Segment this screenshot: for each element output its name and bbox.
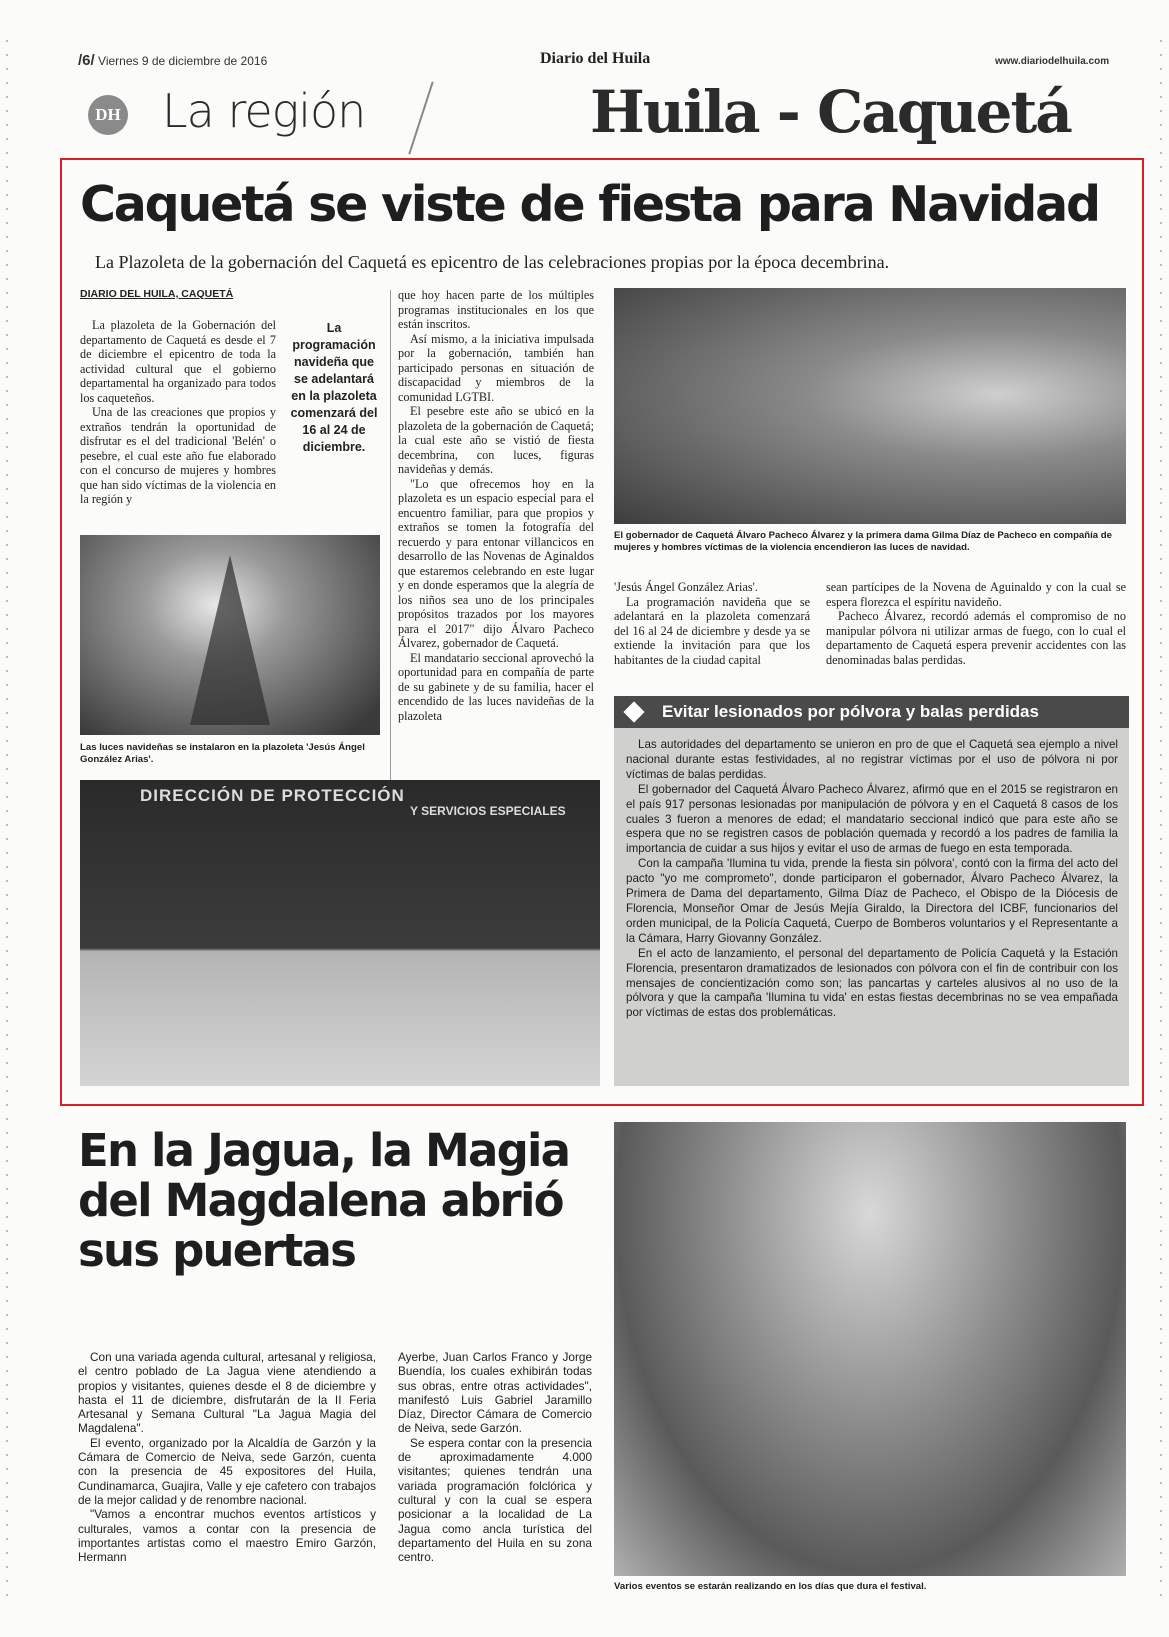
- article1-column-1: [80, 318, 276, 524]
- paragraph: Así mismo, a la iniciativa impulsada por la gobernación, también han participado personas en situación de discapacidad y miembros de la comunidad LGTBI.: [398, 331, 594, 404]
- christmas-lights-caption: Las luces navideñas se instalaron en la plazoleta 'Jesús Ángel González Arias'.: [80, 742, 365, 765]
- paragraph: sean partícipes de la Novena de Aguinaldo y con la cual se espera florezca el espíritu navideño.: [826, 580, 1126, 609]
- paragraph: "Lo que ofrecemos hoy en la plazoleta es un espacio especial para el encuentro familiar, para que propios y extraños se tomen la fotografía del recuerdo y para entonar villancicos en desarrollo de las Novenas de Aginaldos que estaremos celebrando en este lugar y en donde esperamos que la alegría de los niños sea uno de los principales propósitos trazados por los mayores para el 2017" dijo Álvaro Pacheco Álvarez, gobernador de Caquetá.: [398, 476, 594, 650]
- page-folio: [78, 52, 267, 69]
- paragraph: El evento, organizado por la Alcaldía de Garzón y la Cámara de Comercio de Neiva, sede Garzón, cuenta con la presencia de 45 expositores del Huila, Cundinamarca, Guajira, Valle y eje cafetero con trabajos de la mejor calidad y de renombre nacional.: [78, 1435, 376, 1507]
- article2-headline: En la Jagua, la Magia del Magdalena abrió sus puertas: [78, 1124, 570, 1277]
- newspaper-name: Diario del Huila: [540, 50, 651, 67]
- sidebar-title: Evitar lesionados por pólvora y balas perdidas: [662, 702, 1039, 721]
- governor-photo-caption: El gobernador de Caquetá Álvaro Pacheco Álvarez y la primera dama Gilma Díaz de Pacheco en compañía de mujeres y hombres víctimas de la violencia encendieron las luces de navidad.: [614, 530, 1112, 553]
- paragraph: En el acto de lanzamiento, el personal del departamento de Policía Caquetá y la Estación Florencia, presentaron dramatizados de lesionados con pólvora con el fin de contribuir con los mensajes de concientización como son; las pancartas y carteles alusivos al no uso de la pólvora y que la campaña 'Ilumina tu vida' en estas fiestas decembrinas no se vea empañada por víctimas de estas dos problemáticas.: [626, 946, 1118, 1020]
- paragraph: Con la campaña 'Ilumina tu vida, prende la fiesta sin pólvora', contó con la firma del acto del pacto "yo me comprometo", donde participaron el gobernador, Álvaro Pacheco Álvarez, la Primera de Dama del departamento, Gilma Díaz de Pacheco, el Obispo de la Diócesis de Florencia, Monseñor Omar de Jesús Mejía Giraldo, la Directora del ICBF, funcionarios del orden municipal, de la Policía Caquetá, Cuerpo de Bomberos voluntarios y el Representante a la Cámara, Harry Giovanny González.: [626, 857, 1118, 945]
- section-title: La región: [162, 84, 366, 138]
- left-margin-perforation: [6, 40, 8, 1600]
- paragraph: La plazoleta de la Gobernación del departamento de Caquetá es desde el 7 de diciembre el epicentro de toda la actividad cultural que el gobierno departamental ha organizado para todos los caqueteños.: [80, 318, 276, 405]
- dh-logo: DH: [88, 95, 128, 135]
- police-sign-top: DIRECCIÓN DE PROTECCIÓN: [140, 786, 405, 805]
- article1-deck: La Plazoleta de la gobernación del Caquetá es epicentro de las celebraciones propias por la época decembrina.: [95, 252, 890, 272]
- right-margin-perforation: [1160, 40, 1162, 1600]
- issue-date: Viernes 9 de diciembre de 2016: [98, 54, 268, 68]
- paragraph: 'Jesús Ángel González Arias'.: [614, 580, 758, 594]
- section-divider: [408, 82, 433, 155]
- paragraph: El mandatario seccional aprovechó la oportunidad para en compañía de parte de su gabinete y de su familia, hacer el encendido de las luces navideñas de la plazoleta: [398, 650, 594, 723]
- christmas-lights-photo: [80, 535, 380, 735]
- paragraph: Con una variada agenda cultural, artesanal y religiosa, el centro poblado de La Jagua viene atendiendo a propios y visitantes, quienes desde el 8 de diciembre y hasta el 11 de diciembre, disfrutarán de la II Feria Artesanal y Semana Cultural "La Jagua Magia del Magdalena".: [78, 1350, 376, 1436]
- article1-column-3: [614, 580, 810, 680]
- paragraph: Las autoridades del departamento se unieron en pro de que el Caquetá sea ejemplo a nivel nacional durante estas festividades, al no registrar víctimas por el uso de pólvora ni por víctimas de balas perdidas.: [626, 738, 1118, 781]
- article1-headline: Caquetá se viste de fiesta para Navidad: [80, 176, 1099, 233]
- sidebar-header: [614, 696, 1129, 728]
- paragraph: que hoy hacen parte de los múltiples programas institucionales en los que están inscritos.: [398, 288, 594, 331]
- paragraph: "Vamos a encontrar muchos eventos artísticos y culturales, vamos a contar con la presencia de importantes artistas como el maestro Emiro Garzón, Hermann: [78, 1507, 376, 1565]
- police-sign-bottom: Y SERVICIOS ESPECIALES: [410, 804, 566, 818]
- paragraph: Una de las creaciones que propios y extraños tendrán la oportunidad de disfrutar es el del tradicional 'Belén' o pesebre, el cual este año fue elaborado con el concurso de mujeres y hombres que han sido víctimas de la violencia en la región y: [80, 405, 276, 506]
- arrow-bullet-icon: [623, 701, 644, 722]
- paragraph: La programación navideña que se adelantará en la plazoleta comenzará del 16 al 24 de diciembre y desde ya se extiende la invitación para que los habitantes de la ciudad capital: [614, 594, 810, 667]
- article1-column-2: [398, 288, 594, 772]
- column-rule: [390, 290, 391, 780]
- police-stand-photo: [80, 780, 600, 1086]
- article1-byline: DIARIO DEL HUILA, CAQUETÁ: [80, 288, 234, 300]
- paragraph: Se espera contar con la presencia de aproximadamente 4.000 visitantes; quienes tendrán una variada programación folclórica y cultural y con la cual se espera posicionar a la localidad de La Jagua como ancla turística del departamento del Huila en su zona centro.: [398, 1435, 592, 1565]
- article2-column-1: [78, 1350, 376, 1595]
- sidebar-body: [626, 738, 1118, 1021]
- page-number: /6/: [78, 52, 95, 69]
- festival-parade-photo: [614, 1122, 1126, 1576]
- paragraph: Pacheco Álvarez, recordó además el compromiso de no manipular pólvora ni utilizar armas de fuego, con lo cual el departamento de Caquetá espera prevenir accidentes con las denominadas balas perdidas.: [826, 609, 1126, 667]
- paragraph: El gobernador del Caquetá Álvaro Pacheco Álvarez, afirmó que en el 2015 se registraron en el país 917 personas lesionadas por manipulación de pólvora y en el Caquetá 8 casos de los cuales 3 fueron a menores de edad; el mandatario seccional indicó que para este año se espera que no se registren casos de población quemada y recordó a los padres de familia la importancia de cuidar a sus hijos y evitar el uso de armas de fuego en esta temporada.: [626, 782, 1118, 856]
- newspaper-url: www.diariodelhuila.com: [995, 56, 1110, 67]
- christmas-tree-icon: [80, 535, 380, 735]
- region-title: Huila - Caquetá: [590, 78, 1071, 146]
- paragraph: Ayerbe, Juan Carlos Franco y Jorge Buendía, los cuales exhibirán todas sus obras, entre otras actividades", manifestó Luis Gabriel Jaramillo Díaz, Director Cámara de Comercio de Neiva, sede Garzón.: [398, 1350, 592, 1436]
- festival-photo-caption: Varios eventos se estarán realizando en los días que dura el festival.: [614, 1581, 927, 1592]
- pull-quote: La programación navideña que se adelantará en la plazoleta comenzará del 16 al 24 de diciembre.: [290, 321, 378, 454]
- governor-group-photo: [614, 288, 1126, 524]
- article2-column-2: [398, 1350, 592, 1595]
- article1-column-4: [826, 580, 1126, 680]
- paragraph: El pesebre este año se ubicó en la plazoleta de la gobernación de Caquetá; la cual este año se vistió de fiesta decembrina, con luces, figuras navideñas y demás.: [398, 404, 594, 476]
